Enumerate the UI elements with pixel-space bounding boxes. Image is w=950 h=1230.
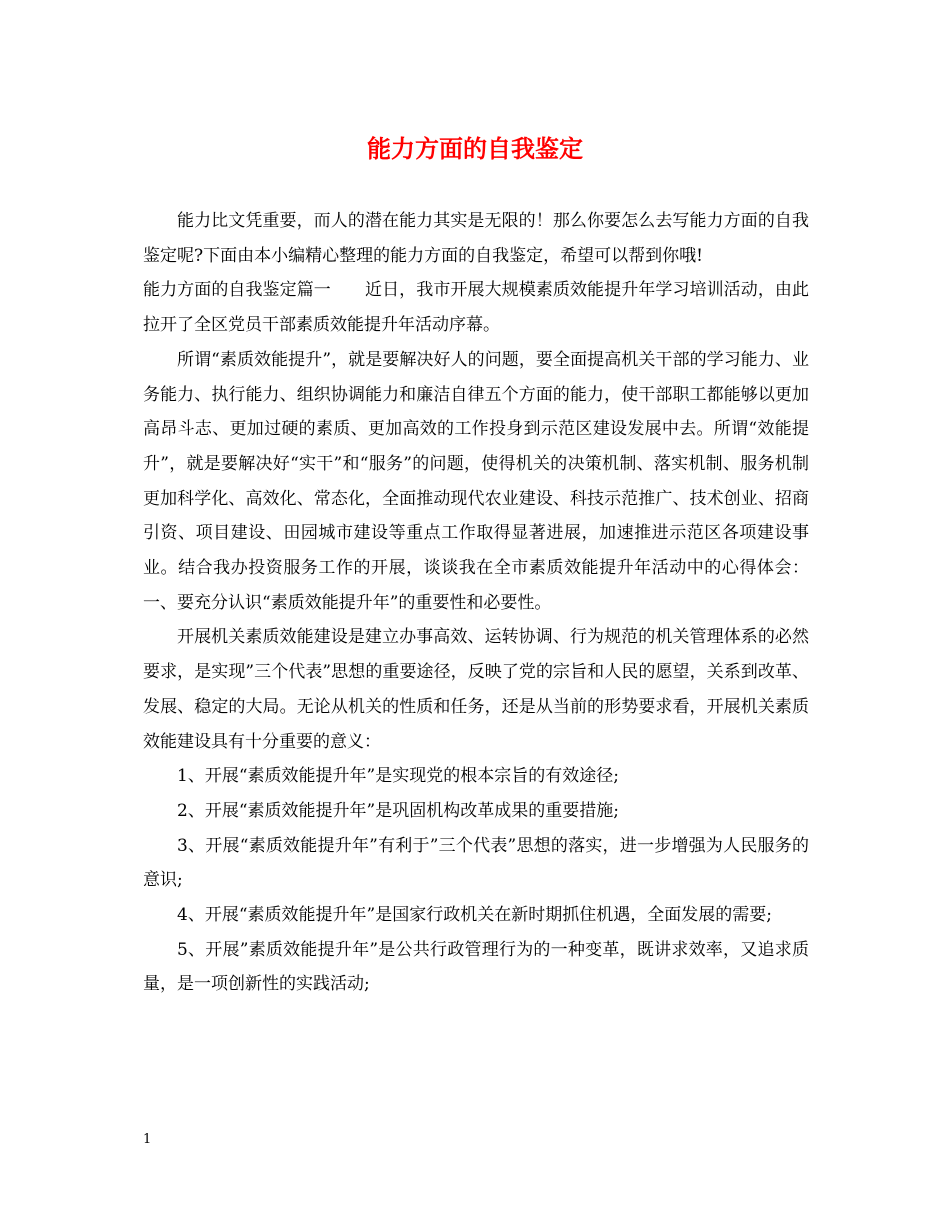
list-item: 2、开展“素质效能提升年”是巩固机构改革成果的重要措施; [177,800,619,821]
paragraph-section-one: 能力方面的自我鉴定篇一 近日，我市开展大规模素质效能提升年学习培训活动，由此拉开了全区党员干部素质效能提升年活动序幕。 [143,280,809,336]
document-body [143,204,809,1002]
list-item: 3、开展“素质效能提升年”有利于”三个代表”思想的落实，进一步增强为人民服务的意识; [143,835,809,891]
page-number: 1 [143,1132,152,1147]
paragraph-definition: 所谓“素质效能提升”，就是要解决好人的问题，要全面提高机关干部的学习能力、业务能力、执行能力、组织协调能力和廉洁自律五个方面的能力，使干部职工都能够以更加高昂斗志、更加过硬的素质、更加高效的工作投身到示范区建设发展中去。所谓“效能提升”，就是要解决好“实干”和“服务”的问题，使得机关的决策机制、落实机制、服务机制更加科学化、高效化、常态化，全面推动现代农业建设、科技示范推广、技术创业、招商引资、项目建设、田园城市建设等重点工作取得显著进展，加速推进示范区各项建设事业。结合我办投资服务工作的开展，谈谈我在全市素质效能提升年活动中的心得体会：一、要充分认识“素质效能提升年”的重要性和必要性。 [143,349,809,613]
document-title: 能力方面的自我鉴定 [367,134,583,163]
paragraph-significance: 开展机关素质效能建设是建立办事高效、运转协调、行为规范的机关管理体系的必然要求，是实现”三个代表”思想的重要途径，反映了党的宗旨和人民的愿望，关系到改革、发展、稳定的大局。无论从机关的性质和任务，还是从当前的形势要求看，开展机关素质效能建设具有十分重要的意义： [143,627,809,752]
paragraph-intro: 能力比文凭重要，而人的潜在能力其实是无限的！那么你要怎么去写能力方面的自我鉴定呢?下面由本小编精心整理的能力方面的自我鉴定，希望可以帮到你哦! [143,211,809,266]
list-item: 5、开展”素质效能提升年”是公共行政管理行为的一种变革，既讲求效率，又追求质量，是一项创新性的实践活动; [143,939,809,995]
list-item: 4、开展“素质效能提升年”是国家行政机关在新时期抓住机遇，全面发展的需要; [177,905,772,926]
list-item: 1、开展“素质效能提升年”是实现党的根本宗旨的有效途径; [177,766,619,787]
